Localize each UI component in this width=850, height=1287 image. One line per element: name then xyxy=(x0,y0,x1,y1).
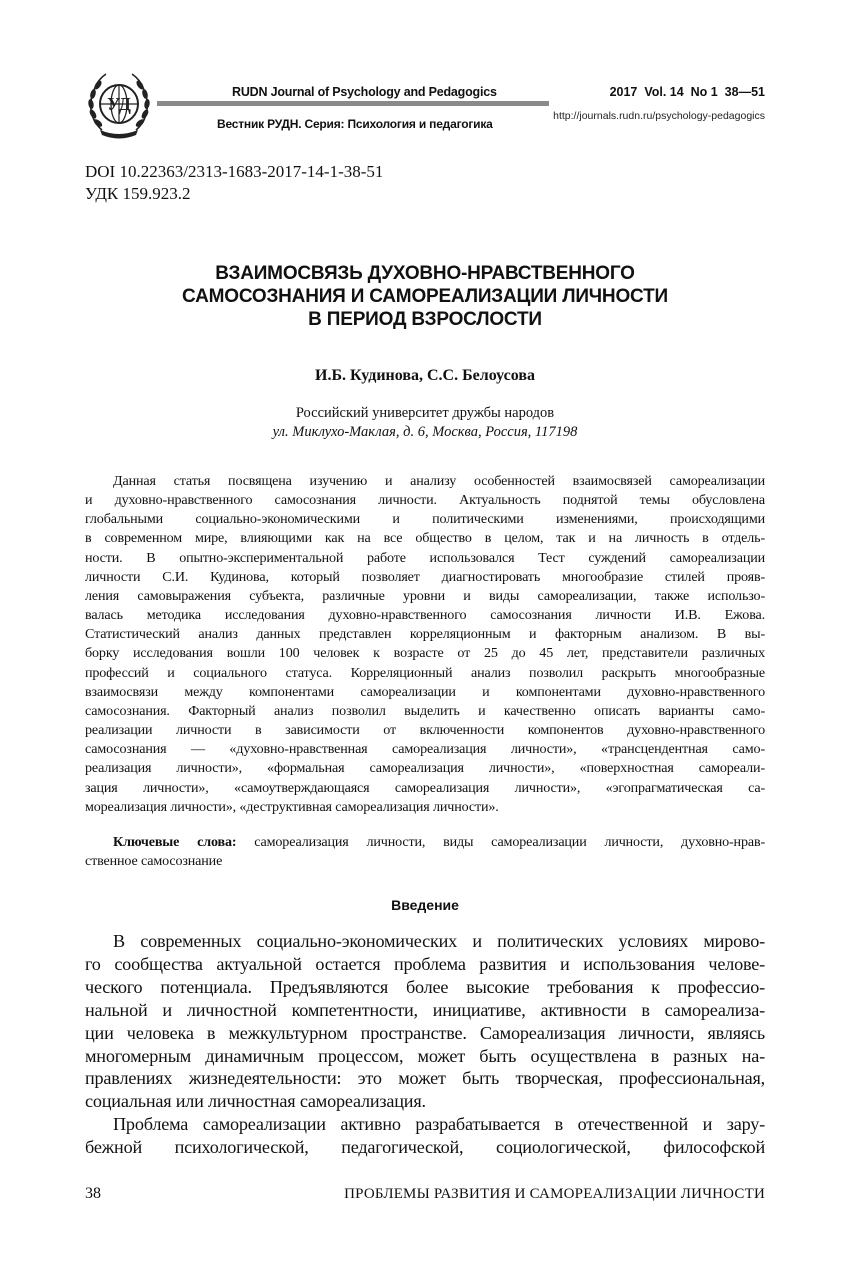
abstract-line: Статистический анализ данных представлен корреляционным и факторным анализом. В вы- xyxy=(85,626,765,643)
abstract-line: ления самовыражения субъекта, различные уровни и виды самореализации, также использо- xyxy=(85,587,765,604)
body-line: бежной психологической, педагогической, социологической, философской xyxy=(85,1137,765,1158)
keywords-line xyxy=(85,833,765,852)
abstract-line: личности С.И. Кудинова, который позволяет диагностировать многообразие стилей прояв- xyxy=(85,568,765,585)
body-line: В современных социально-экономических и политических условиях мирово- xyxy=(113,931,765,951)
keywords-line: ственное самосознание xyxy=(85,853,223,869)
udk: УДК 159.923.2 xyxy=(85,184,191,203)
abstract-line: самосознания — «духовно-нравственная самореализация личности», «трансцендентная само- xyxy=(85,741,765,758)
body-line: правлениях жизнедеятельности: это может быть творческая, профессиональная, xyxy=(85,1068,765,1089)
abstract-line: реализации личности в зависимости от включенности компонентов духовно-нравственного xyxy=(85,722,765,739)
body-line: многомерным динамичным процессом, может быть осуществлена в разных на- xyxy=(85,1045,765,1066)
journal-url[interactable]: http://journals.rudn.ru/psychology-pedagogics xyxy=(553,110,765,122)
body-line: социальная или личностная самореализация. xyxy=(85,1091,426,1112)
abstract-line: и духовно-нравственного самосознания личности. Актуальность поднятой темы обусловлена xyxy=(85,492,765,509)
affiliation-org: Российский университет дружбы народов xyxy=(295,405,555,421)
body-line: го сообщества актуальной остается проблема развития и использования челове- xyxy=(85,953,765,974)
abstract-line: самосознания. Факторный анализ позволил выделить и качественно описать варианты само- xyxy=(85,702,765,719)
section-heading: Введение xyxy=(391,897,459,913)
body-line: Проблема самореализации активно разрабатывается в отечественной и зару- xyxy=(113,1114,765,1135)
journal-title-ru: Вестник РУДН. Серия: Психология и педагогика xyxy=(217,117,493,131)
abstract xyxy=(85,472,765,817)
body-line: ции человека в межкультурном пространстве. Самореализация личности, являясь xyxy=(85,1022,765,1043)
title-line: САМОСОЗНАНИЯ И САМОРЕАЛИЗАЦИИ ЛИЧНОСТИ xyxy=(182,286,668,307)
abstract-line: взаимосвязи между компонентами самореализации и компонентами духовно-нравственного xyxy=(85,683,765,700)
body-text xyxy=(85,930,765,1159)
body-line: ческого потенциала. Предъявляются более высокие требования к профессио- xyxy=(85,976,765,997)
abstract-line: реализация личности», «формальная самореализация личности», «поверхностная самореали- xyxy=(85,760,765,777)
abstract-line: глобальными социально-экономическими и политическими изменениями, происходящими xyxy=(85,511,765,528)
page-number: 38 xyxy=(85,1185,101,1202)
keywords xyxy=(85,833,765,871)
title-line: В ПЕРИОД ВЗРОСЛОСТИ xyxy=(308,309,542,330)
article-identifiers xyxy=(85,161,383,205)
abstract-line: мореализация личности», «деструктивная самореализация личности». xyxy=(85,798,499,815)
keywords-text: самореализация личности, виды самореализации личности, духовно-нрав- xyxy=(236,834,765,850)
rudn-emblem-icon xyxy=(84,68,154,140)
abstract-line: профессий и социального статуса. Корреляционный анализ позволил раскрыть многообразные xyxy=(85,664,765,681)
doi[interactable]: DOI 10.22363/2313-1683-2017-14-1-38-51 xyxy=(85,162,384,181)
abstract-line: ности. В опытно-экспериментальной работе использовался Тест суждений самореализации xyxy=(85,549,765,566)
journal-title-en: RUDN Journal of Psychology and Pedagogics xyxy=(232,85,497,99)
svg-text:УД: УД xyxy=(107,94,131,114)
running-section-title: ПРОБЛЕМЫ РАЗВИТИЯ И САМОРЕАЛИЗАЦИИ ЛИЧНОСТИ xyxy=(344,1186,765,1202)
affiliation-address: ул. Миклухо-Маклая, д. 6, Москва, Россия, 117198 xyxy=(272,424,578,440)
header-divider xyxy=(157,101,549,106)
abstract-line: Данная статья посвящена изучению и анализу особенностей взаимосвязей самореализации xyxy=(113,473,765,489)
keywords-label: Ключевые слова: xyxy=(113,834,237,850)
body-line: нальной и личностной компетентности, инициативе, активности в самореализа- xyxy=(85,999,765,1020)
affiliation xyxy=(85,404,765,442)
abstract-line: борку исследования вошли 100 человек к возрасте от 25 до 45 лет, представители различных xyxy=(85,645,765,662)
abstract-line: зация личности», «самоутверждающаяся самореализация личности», «эгопрагматическая са- xyxy=(85,779,765,796)
abstract-line: в современном мире, влияющими как на все общество в целом, так и на личность в отдель- xyxy=(85,530,765,547)
issue-info: 2017 Vol. 14 No 1 38—51 xyxy=(609,85,765,99)
article-title xyxy=(85,262,765,331)
abstract-line: валась методика исследования духовно-нравственного самосознания личности И.В. Ежова. xyxy=(85,607,765,624)
title-line: ВЗАИМОСВЯЗЬ ДУХОВНО-НРАВСТВЕННОГО xyxy=(215,263,635,284)
authors: И.Б. Кудинова, С.С. Белоусова xyxy=(315,367,535,384)
